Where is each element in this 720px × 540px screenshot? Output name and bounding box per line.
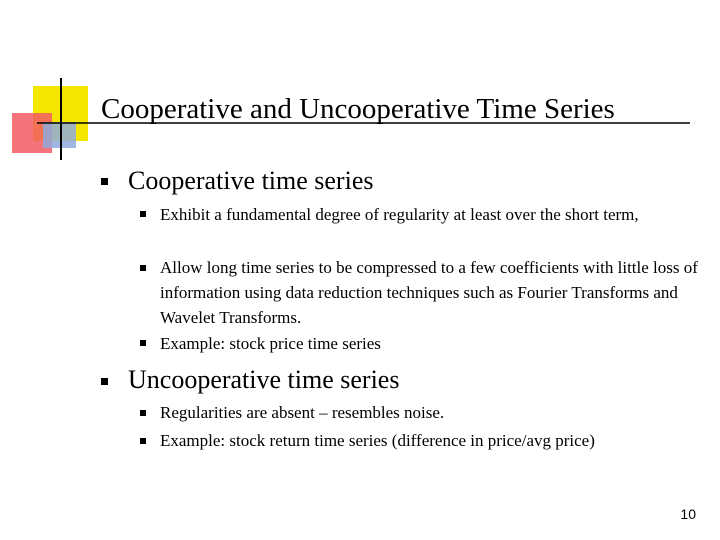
logo-blue-square (43, 122, 76, 148)
sub-bullet-square-icon (140, 410, 146, 416)
slide-title: Cooperative and Uncooperative Time Series (101, 93, 615, 125)
page-number: 10 (680, 506, 696, 522)
sub-bullet-compression: Allow long time series to be compressed to a few coefficients with little loss of information using data reduction techniques such as Fourier Transforms and Wavelet Transforms. (160, 258, 698, 327)
bullet-square-icon (101, 378, 108, 385)
sub-bullet-square-icon (140, 265, 146, 271)
sub-bullet-uncooperative-example: Example: stock return time series (difference in price/avg price) (160, 431, 595, 450)
logo-red-square (12, 113, 52, 153)
sub-bullet-square-icon (140, 211, 146, 217)
bullet-cooperative: Cooperative time series (128, 166, 374, 195)
bullet-square-icon (101, 178, 108, 185)
bullet-uncooperative: Uncooperative time series (128, 365, 400, 394)
sub-bullet-regularity: Exhibit a fundamental degree of regularity at least over the short term, (160, 205, 639, 224)
sub-bullet-cooperative-example: Example: stock price time series (160, 334, 381, 353)
sub-bullet-square-icon (140, 438, 146, 444)
logo-yellow-square (33, 86, 88, 141)
sub-bullet-square-icon (140, 340, 146, 346)
sub-bullet-noise: Regularities are absent – resembles noise. (160, 403, 445, 422)
